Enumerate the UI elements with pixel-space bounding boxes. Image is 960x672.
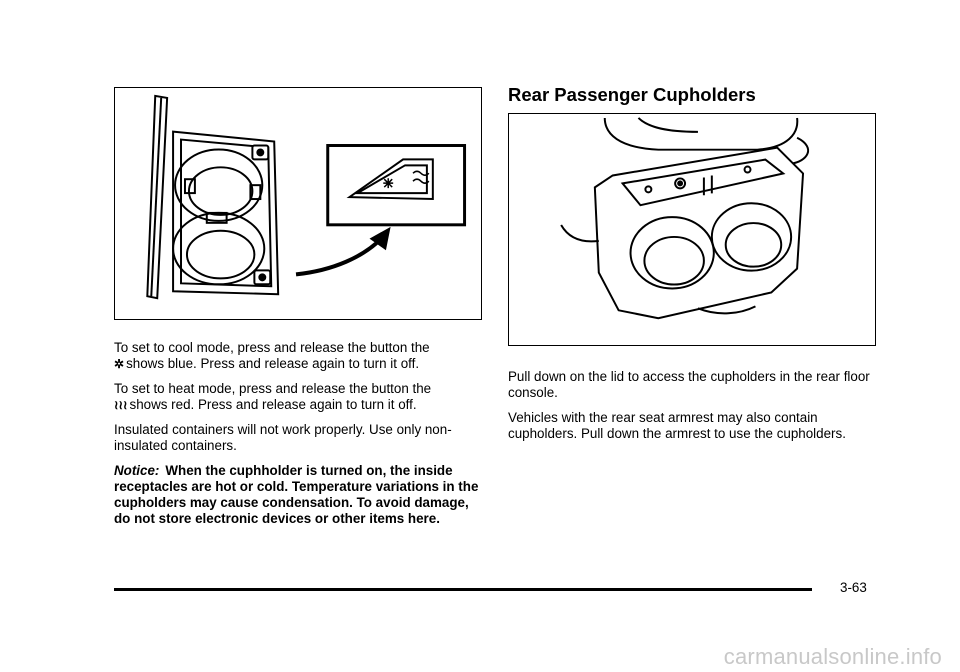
cool-mode-paragraph: To set to cool mode, press and release the button the ✲ shows blue. Press and release again to turn it off. bbox=[114, 340, 430, 371]
footer-rule bbox=[114, 588, 812, 591]
rear-cupholders-illustration bbox=[508, 113, 876, 346]
section-heading: Rear Passenger Cupholders bbox=[508, 84, 756, 105]
right-column-text bbox=[508, 369, 878, 451]
cupholder-line-drawing bbox=[115, 88, 481, 319]
insulated-containers-paragraph: Insulated containers will not work properly. Use only non-insulated containers. bbox=[114, 422, 452, 453]
left-column-text bbox=[114, 340, 484, 536]
notice-text: When the cuphholder is turned on, the inside receptacles are hot or cold. Temperature variations in the cupholders may cause condensation. To avoid damage, do not store electronic devices or other items here. bbox=[114, 463, 479, 526]
rear-cupholders-paragraph-2: Vehicles with the rear seat armrest may also contain cupholders. Pull down the armrest to use the cupholders. bbox=[508, 410, 846, 441]
heat-mode-paragraph: To set to heat mode, press and release the button the ≀≀≀ shows red. Press and release again to turn it off. bbox=[114, 381, 432, 412]
watermark: carmanualsonline.info bbox=[723, 644, 942, 669]
rear-cupholders-paragraph-1: Pull down on the lid to access the cupholders in the rear floor console. bbox=[508, 369, 870, 400]
notice-paragraph bbox=[114, 463, 484, 527]
rear-console-line-drawing bbox=[509, 114, 875, 345]
snowflake-icon: ✲ bbox=[114, 357, 125, 371]
page-number: 3-63 bbox=[840, 580, 867, 595]
heat-waves-icon: ≀≀≀ bbox=[114, 398, 128, 412]
notice-label: Notice: bbox=[114, 463, 160, 478]
heated-cooled-cupholder-illustration bbox=[114, 87, 482, 320]
